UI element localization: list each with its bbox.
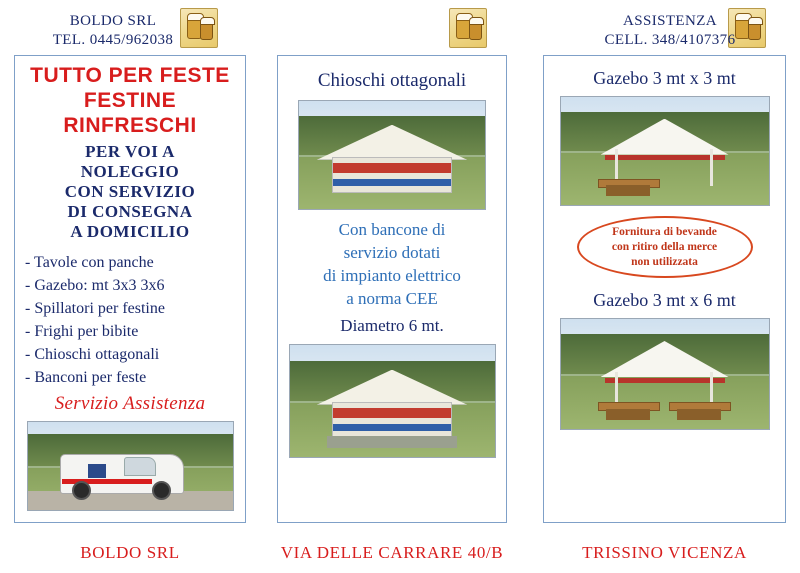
badge-line: non utilizzata	[631, 255, 698, 268]
photo-grass	[561, 153, 769, 205]
services-list	[25, 251, 245, 389]
company-phone: TEL. 0445/962038	[52, 32, 174, 48]
mug-icon	[200, 21, 213, 40]
gazebo-3x3-title: Gazebo 3 mt x 3 mt	[593, 68, 736, 88]
company-name: BOLDO SRL	[69, 13, 157, 29]
octagonal-kiosk-white-photo	[298, 100, 486, 210]
right-panel	[543, 55, 786, 523]
assistance-label: ASSISTENZA	[622, 13, 717, 29]
list-item: - Tavole con panche	[25, 254, 154, 271]
text-line: Con bancone di	[338, 220, 446, 239]
photo-grass	[561, 376, 769, 429]
middle-panel-title: Chioschi ottagonali	[317, 70, 467, 91]
kiosk-diameter: Diametro 6 mt.	[340, 316, 444, 335]
text-line: di impianto elettrico	[323, 266, 461, 285]
list-item: - Chioschi ottagonali	[25, 346, 160, 363]
left-panel	[14, 55, 246, 523]
list-item: - Gazebo: mt 3x3 3x6	[25, 277, 165, 294]
kiosk-band-red	[333, 163, 451, 173]
kiosk-band-blue	[333, 179, 451, 186]
gazebo-3x6-title: Gazebo 3 mt x 6 mt	[593, 290, 736, 310]
bench-base	[677, 409, 721, 420]
assistance-phone: CELL. 348/4107376	[604, 32, 736, 48]
van-logo	[88, 464, 106, 478]
text-line: servizio dotati	[343, 243, 441, 262]
beer-mugs-logo	[449, 8, 487, 48]
gazebo-banner	[605, 155, 725, 160]
footer-city: TRISSINO VICENZA	[582, 543, 747, 562]
van-wheel	[72, 481, 91, 500]
beer-mugs-logo	[180, 8, 218, 48]
middle-panel	[277, 55, 507, 523]
van-wheel	[152, 481, 171, 500]
subtitle-line: NOLEGGIO	[80, 162, 180, 181]
badge-line: con ritiro della merce	[611, 240, 718, 253]
kiosk-band-blue	[333, 424, 451, 431]
badge-line: Fornitura di bevande	[612, 225, 717, 238]
subtitle-line: DI CONSEGNA	[67, 202, 193, 221]
left-panel-title	[15, 63, 245, 138]
middle-panel-text	[278, 218, 506, 310]
gazebo-banner	[605, 378, 725, 383]
header-right	[560, 12, 780, 50]
subtitle-line: PER VOI A	[85, 142, 175, 161]
mug-icon	[469, 21, 482, 40]
text-line: a norma CEE	[346, 289, 438, 308]
gazebo-leg	[710, 149, 713, 186]
bench-base	[606, 409, 650, 420]
list-item: - Spillatori per festine	[25, 300, 165, 317]
kiosk-base	[327, 436, 457, 448]
subtitle-line: A DOMICILIO	[70, 222, 190, 241]
bench-base	[606, 185, 650, 196]
beverage-supply-badge	[577, 216, 753, 278]
list-item: - Banconi per feste	[25, 369, 147, 386]
footer-address: VIA DELLE CARRARE 40/B	[280, 543, 504, 562]
subtitle-line: CON SERVIZIO	[64, 182, 196, 201]
footer-company: BOLDO SRL	[80, 543, 180, 562]
title-line: RINFRESCHI	[63, 114, 197, 137]
left-panel-subtitle	[15, 142, 245, 242]
service-assistance-script: Servizio Assistenza	[54, 393, 206, 414]
octagonal-kiosk-furstenberg-photo	[289, 344, 496, 458]
kiosk-band-red	[333, 408, 451, 418]
gazebo-3x3-photo	[560, 96, 770, 206]
title-line: TUTTO PER FESTE	[30, 64, 230, 87]
van-window	[124, 457, 156, 476]
title-line: FESTINE	[83, 89, 177, 112]
header	[0, 0, 800, 52]
list-item: - Frighi per bibite	[25, 323, 139, 340]
gazebo-3x6-photo	[560, 318, 770, 430]
delivery-van-photo	[27, 421, 234, 511]
